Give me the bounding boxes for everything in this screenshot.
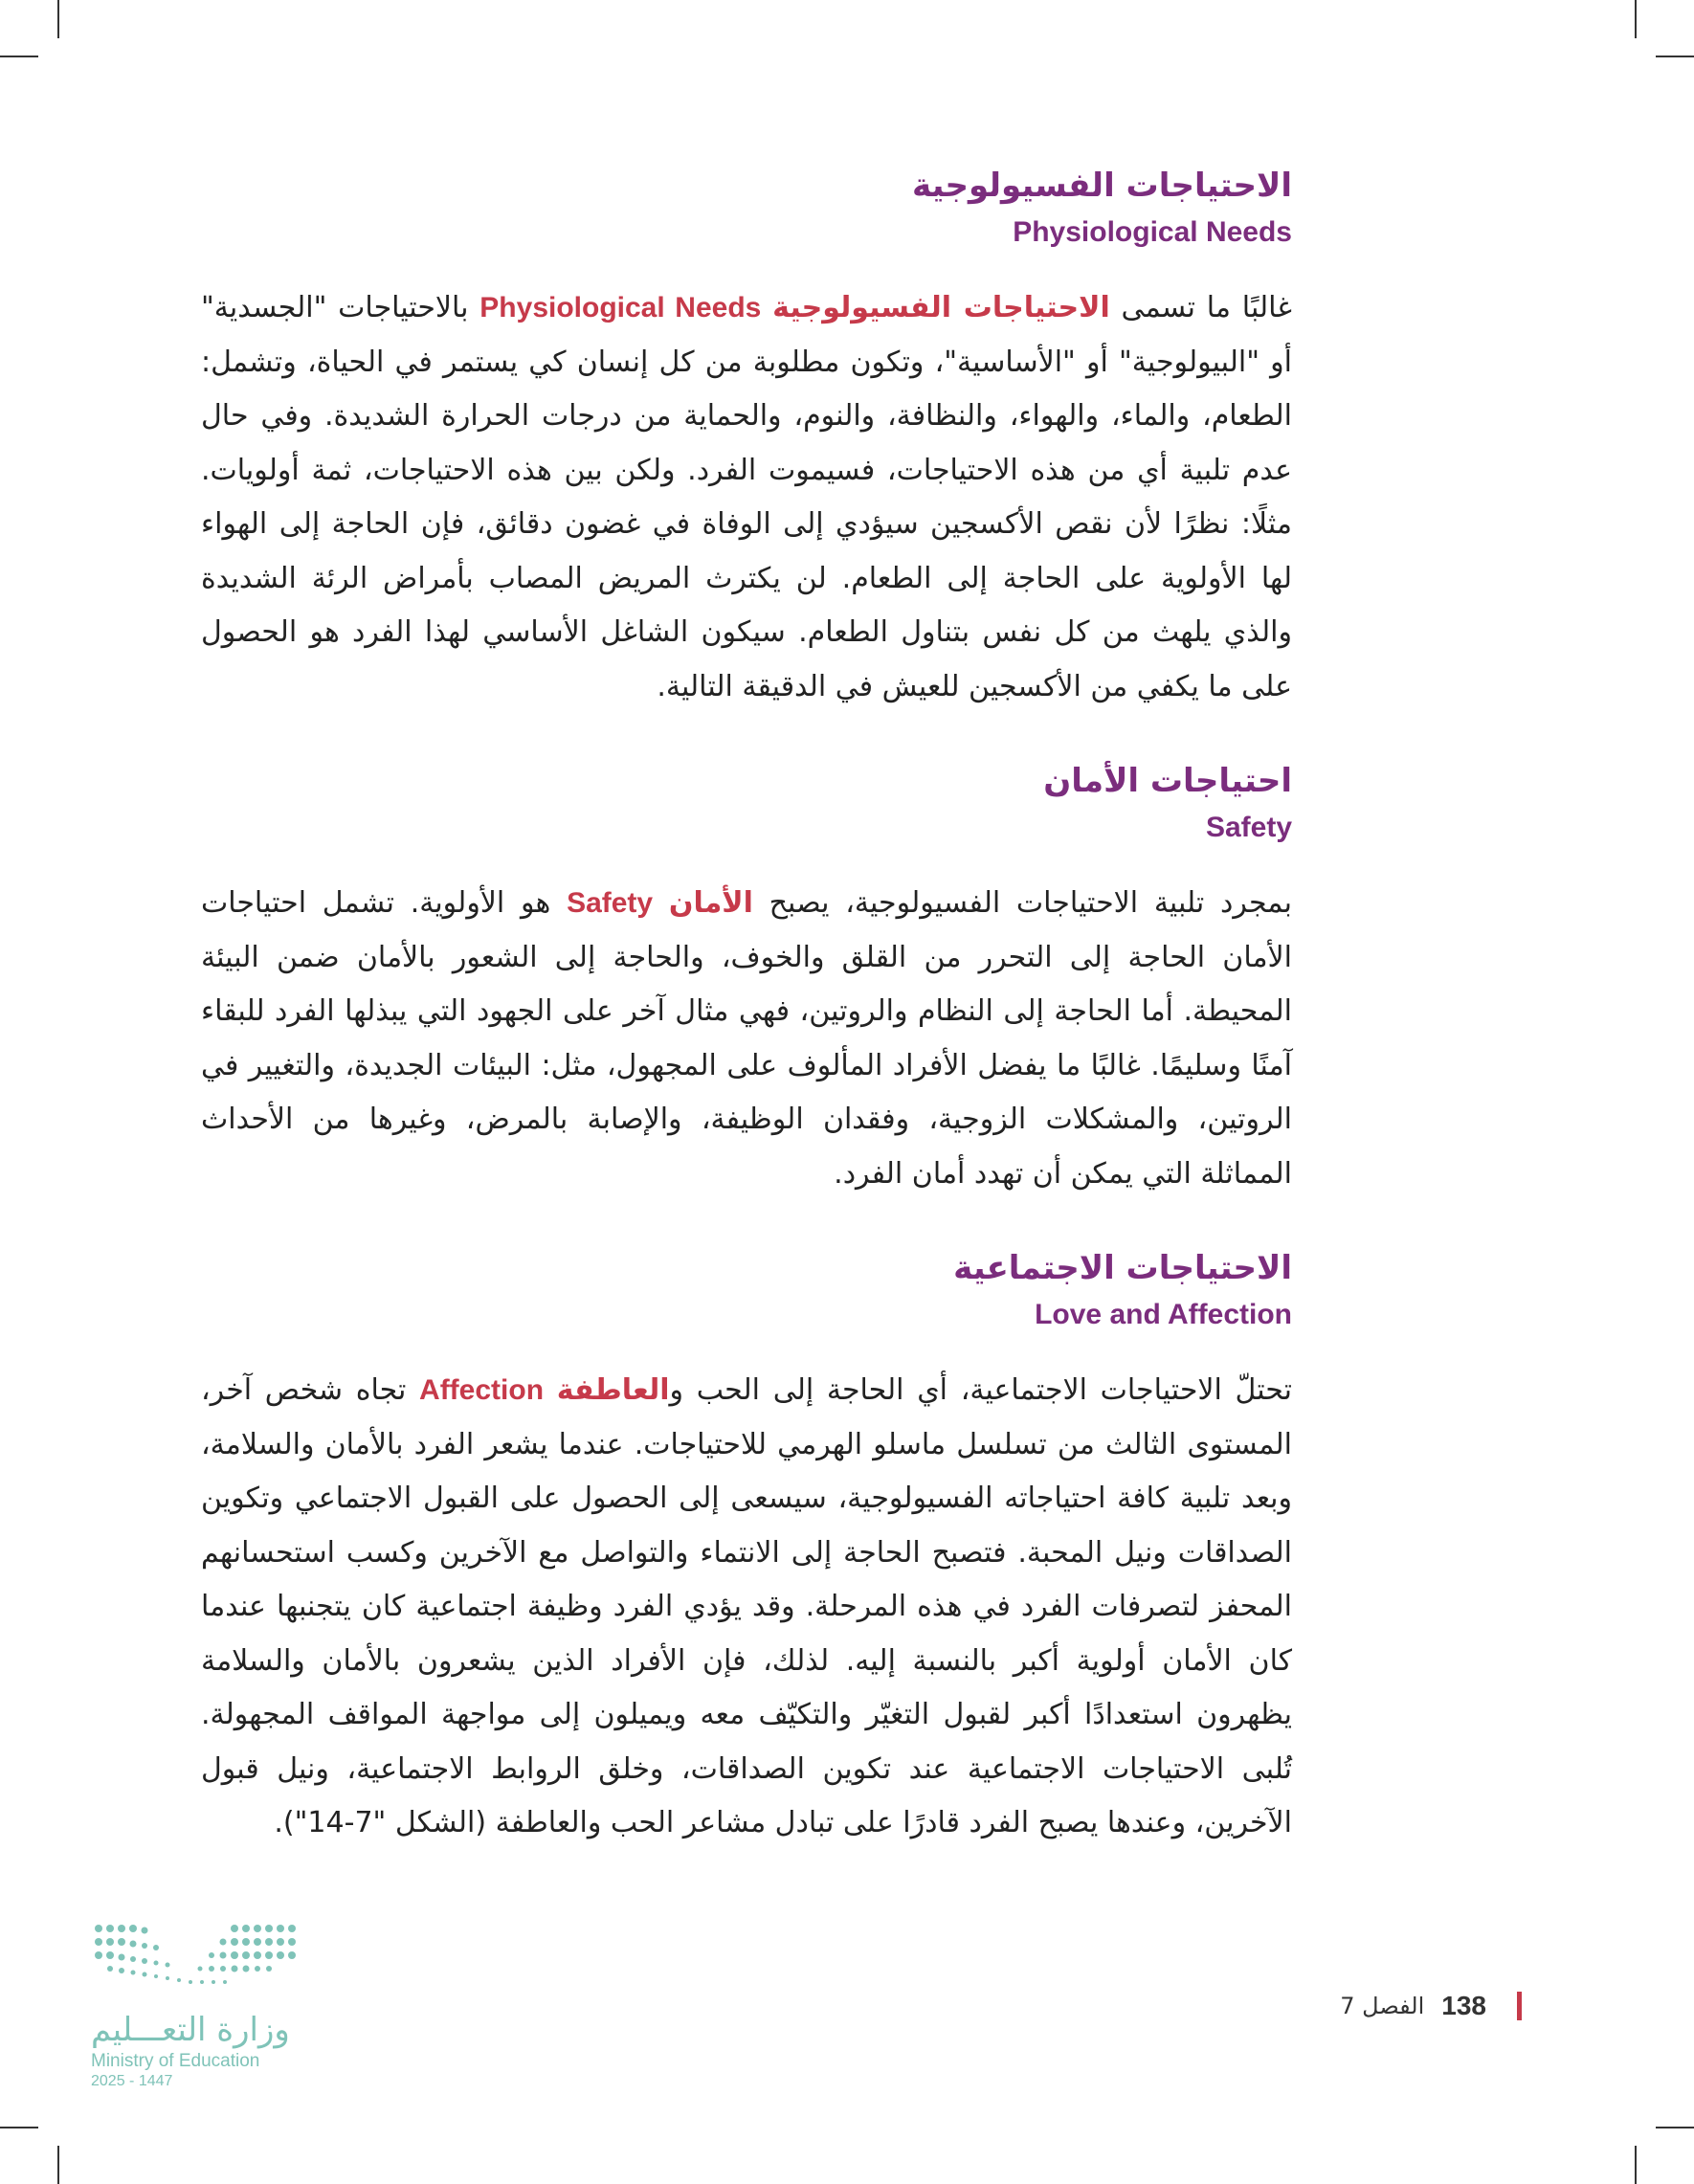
crop-mark-bottom-right-h [1656, 2127, 1694, 2128]
crop-mark-bottom-left-h [0, 2127, 38, 2128]
highlight-term-en: Safety [567, 887, 654, 919]
page-number: 138 [1441, 1991, 1486, 2020]
page-footer [1340, 1991, 1522, 2021]
section-title-en: Physiological Needs [1013, 216, 1292, 248]
highlight-term-en: Physiological Needs [479, 292, 762, 323]
highlight-term-ar: الاحتياجات الفسيولوجية [772, 291, 1110, 324]
crop-mark-top-right-h [1656, 56, 1694, 57]
chapter-label: الفصل 7 [1340, 1993, 1425, 2019]
ministry-logo [91, 1919, 321, 2091]
crop-mark-top-right-v [1635, 0, 1637, 38]
crop-mark-bottom-left-v [57, 2146, 59, 2184]
section-title-ar: الاحتياجات الاجتماعية [953, 1249, 1292, 1287]
section-title-ar: احتياجات الأمان [1043, 762, 1292, 800]
highlight-term-en: Affection [419, 1374, 545, 1406]
logo-text-en: Ministry of Education [91, 2051, 260, 2071]
paragraph-text-before: بمجرد تلبية الاحتياجات الفسيولوجية، يصبح [752, 886, 1292, 920]
section-paragraph [201, 1364, 1292, 1851]
paragraph-text-after: هو الأولوية. تشمل احتياجات الأمان الحاجة إلى التحرر من القلق والخوف، والحاجة إلى الشعور بالأمان ضمن البيئة المحيطة. أما الحاجة إلى النظام والروتين، فهي مثال آخر على الجهود التي يبذلها الفرد للبقاء آمنًا وسليمًا. غالبًا ما يفضل الأفراد المألوف على المجهول، مثل: البيئات الجديدة، والتغيير في الروتين، والمشكلات الزوجية، وفقدان الوظيفة، والإصابة بالمرض، وغيرها من الأحداث المماثلة التي يمكن أن تهدد أمان الفرد. [201, 886, 1292, 1191]
paragraph-text-before: غالبًا ما تسمى [1109, 291, 1292, 324]
logo-year: 2025 - 1447 [91, 2073, 173, 2089]
footer-accent-bar [1517, 1992, 1522, 2020]
section-paragraph [201, 281, 1292, 714]
crop-mark-top-left-h [0, 56, 38, 57]
section-title-en: Safety [1205, 812, 1292, 843]
highlight-term-ar: الأمان [668, 886, 753, 920]
section-title-ar: الاحتياجات الفسيولوجية [911, 167, 1292, 205]
crop-mark-top-left-v [57, 0, 59, 38]
paragraph-text-before: تحتلّ الاحتياجات الاجتماعية، أي الحاجة إلى الحب و [669, 1373, 1292, 1407]
page-content [201, 163, 1292, 1895]
crop-mark-bottom-right-v [1635, 2146, 1637, 2184]
section-safety [201, 758, 1292, 1201]
paragraph-text-after: تجاه شخص آخر، المستوى الثالث من تسلسل ماسلو الهرمي للاحتياجات. عندما يشعر الفرد بالأمان والسلامة، وبعد تلبية كافة احتياجاته الفسيولوجية، سيسعى إلى الحصول على القبول الاجتماعي وتكوين الصداقات ونيل المحبة. فتصبح الحاجة إلى الانتماء والتواصل مع الآخرين وكسب استحسانهم المحفز لتصرفات الفرد في هذه المرحلة. وقد يؤدي الفرد وظيفة اجتماعية كان يتجنبها عندما كان الأمان أولوية أكبر بالنسبة إليه. لذلك، فإن الأفراد الذين يشعرون بالأمان والسلامة يظهرون استعدادًا أكبر لقبول التغيّر والتكيّف معه ويميلون إلى مواجهة المواقف المجهولة. تُلبى الاحتياجات الاجتماعية عند تكوين الصداقات، وخلق الروابط الاجتماعية، ونيل قبول الآخرين، وعندها يصبح الفرد قادرًا على تبادل مشاعر الحب والعاطفة (الشكل "7-14"). [201, 1373, 1292, 1839]
section-love-affection [201, 1245, 1292, 1851]
section-paragraph [201, 877, 1292, 1201]
logo-text-ar: وزارة التعـــليم [91, 2011, 290, 2049]
section-physiological [201, 163, 1292, 714]
highlight-term-ar: العاطفة [556, 1373, 670, 1407]
logo-dots-icon [91, 1919, 301, 1995]
paragraph-text-after: بالاحتياجات "الجسدية" أو "البيولوجية" أو "الأساسية"، وتكون مطلوبة من كل إنسان كي يستمر في الحياة، وتشمل: الطعام، والماء، والهواء، والنظافة، والنوم، والحماية من درجات الحرارة الشديدة. وفي حال عدم تلبية أي من هذه الاحتياجات، فسيموت الفرد. ولكن بين هذه الاحتياجات، ثمة أولويات. مثلًا: نظرًا لأن نقص الأكسجين سيؤدي إلى الوفاة في غضون دقائق، فإن الحاجة إلى الهواء لها الأولوية على الحاجة إلى الطعام. لن يكترث المريض المصاب بأمراض الرئة الشديدة والذي يلهث من كل نفس بتناول الطعام. سيكون الشاغل الأساسي لهذا الفرد هو الحصول على ما يكفي من الأكسجين للعيش في الدقيقة التالية. [201, 291, 1292, 703]
section-title-en: Love and Affection [1035, 1299, 1292, 1330]
